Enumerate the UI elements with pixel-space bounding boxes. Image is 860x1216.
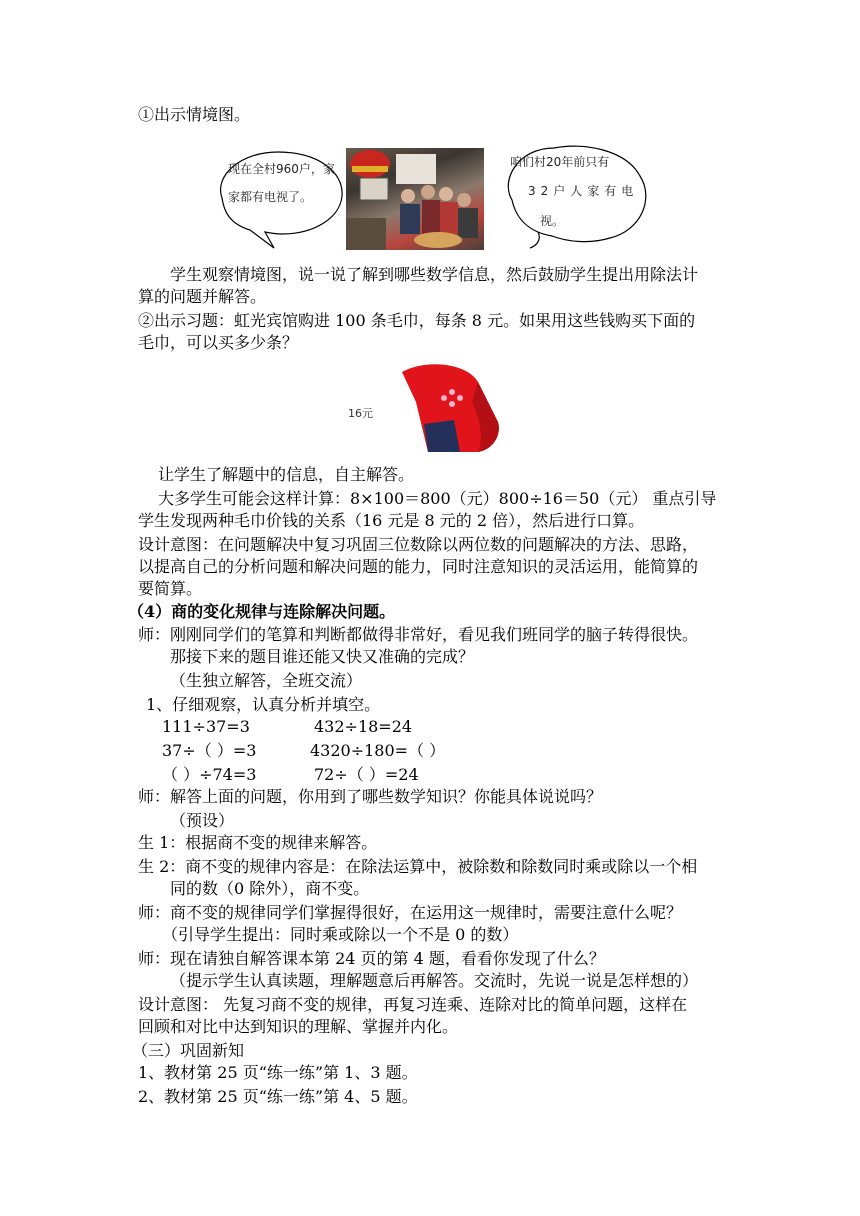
student-2-line-1: 生 2：商不变的规律内容是：在除法运算中，被除数和除数同时乘或除以一个相 — [138, 857, 698, 876]
equation-1-1: 111÷37=3 — [162, 717, 250, 736]
practice-item-1: 1、教材第 25 页“练一练”第 1、3 题。 — [138, 1063, 418, 1082]
red-towel-image — [398, 362, 506, 454]
note-hint: （提示学生认真读题，理解题意后再解答。交流时，先说一说是怎样想的） — [170, 971, 699, 990]
equation-2-1: 37÷（ ）=3 — [162, 741, 257, 760]
left-bubble-line-1: 现在全村960户，家 — [228, 162, 335, 176]
right-bubble-line-3: 视。 — [540, 214, 565, 228]
section-3-heading: （三）巩固新知 — [132, 1041, 245, 1060]
student-1: 生 1：根据商不变的规律来解答。 — [138, 833, 378, 852]
family-tv-photo-art — [346, 148, 484, 250]
calc-para-line-1: 大多学生可能会这样计算：8×100＝800（元）800÷16＝50（元） 重点引导 — [158, 489, 717, 508]
family-tv-photo — [346, 148, 484, 250]
exercise-line-1: ②出示习题：虹光宾馆购进 100 条毛巾，每条 8 元。如果用这些钱购买下面的 — [138, 311, 696, 330]
design-intent-1-line-3: 要简算。 — [138, 579, 203, 598]
student-2-line-2: 同的数（0 除外），商不变。 — [170, 879, 370, 898]
section-4-heading: （4）商的变化规律与连除解决问题。 — [128, 602, 396, 621]
right-bubble-line-1: 咱们村20年前只有 — [510, 155, 610, 169]
teacher-line-1b: 那接下来的题目谁还能又快又准确的完成？ — [170, 647, 475, 666]
task-1: 1、仔细观察，认真分析并填空。 — [146, 695, 381, 714]
self-answer-para: 让学生了解题中的信息，自主解答。 — [158, 465, 415, 484]
design-intent-1-line-2: 以提高自己的分析问题和解决问题的能力，同时注意知识的灵活运用，能简算的 — [138, 557, 699, 576]
equation-3-1: （ ）÷74=3 — [162, 765, 257, 784]
scene-title: ①出示情境图。 — [138, 105, 251, 124]
design-intent-1-line-1: 设计意图：在问题解决中复习巩固三位数除以两位数的问题解决的方法、思路， — [138, 535, 699, 554]
teacher-line-1a: 师：刚刚同学们的笔算和判断都做得非常好，看见我们班同学的脑子转得很快。 — [138, 625, 699, 644]
design-intent-2-line-2: 回顾和对比中达到知识的理解、掌握并内化。 — [138, 1017, 459, 1036]
exercise-line-2: 毛巾，可以买多少条？ — [138, 333, 299, 352]
practice-item-2: 2、教材第 25 页“练一练”第 4、5 题。 — [138, 1087, 418, 1106]
note-independent: （生独立解答，全班交流） — [170, 671, 363, 690]
equation-1-2: 432÷18=24 — [314, 717, 413, 736]
left-bubble-line-2: 家都有电视了。 — [228, 190, 313, 204]
observe-para-line-2: 算的问题并解答。 — [138, 287, 267, 306]
teacher-line-3: 师：商不变的规律同学们掌握得很好，在运用这一规律时，需要注意什么呢？ — [138, 903, 683, 922]
observe-para-line-1: 学生观察情境图，说一说了解到哪些数学信息，然后鼓励学生提出用除法计 — [170, 265, 699, 284]
teacher-line-2: 师：解答上面的问题，你用到了哪些数学知识？你能具体说说吗？ — [138, 787, 603, 806]
towel-price-label: 16元 — [348, 407, 373, 420]
equation-2-2: 4320÷180=（ ） — [310, 741, 446, 760]
note-preset: （预设） — [170, 811, 235, 830]
design-intent-2-line-1: 设计意图： 先复习商不变的规律，再复习连乘、连除对比的简单问题，这样在 — [138, 995, 688, 1014]
equation-3-2: 72÷（ ）=24 — [314, 765, 419, 784]
calc-para-line-2: 学生发现两种毛巾价钱的关系（16 元是 8 元的 2 倍），然后进行口算。 — [138, 511, 645, 530]
note-guide: （引导学生提出：同时乘或除以一个不是 0 的数） — [162, 925, 519, 944]
right-bubble-line-2: 32户人家有电 — [528, 184, 639, 198]
teacher-line-4: 师：现在请独自解答课本第 24 页的第 4 题，看看你发现了什么？ — [138, 949, 605, 968]
